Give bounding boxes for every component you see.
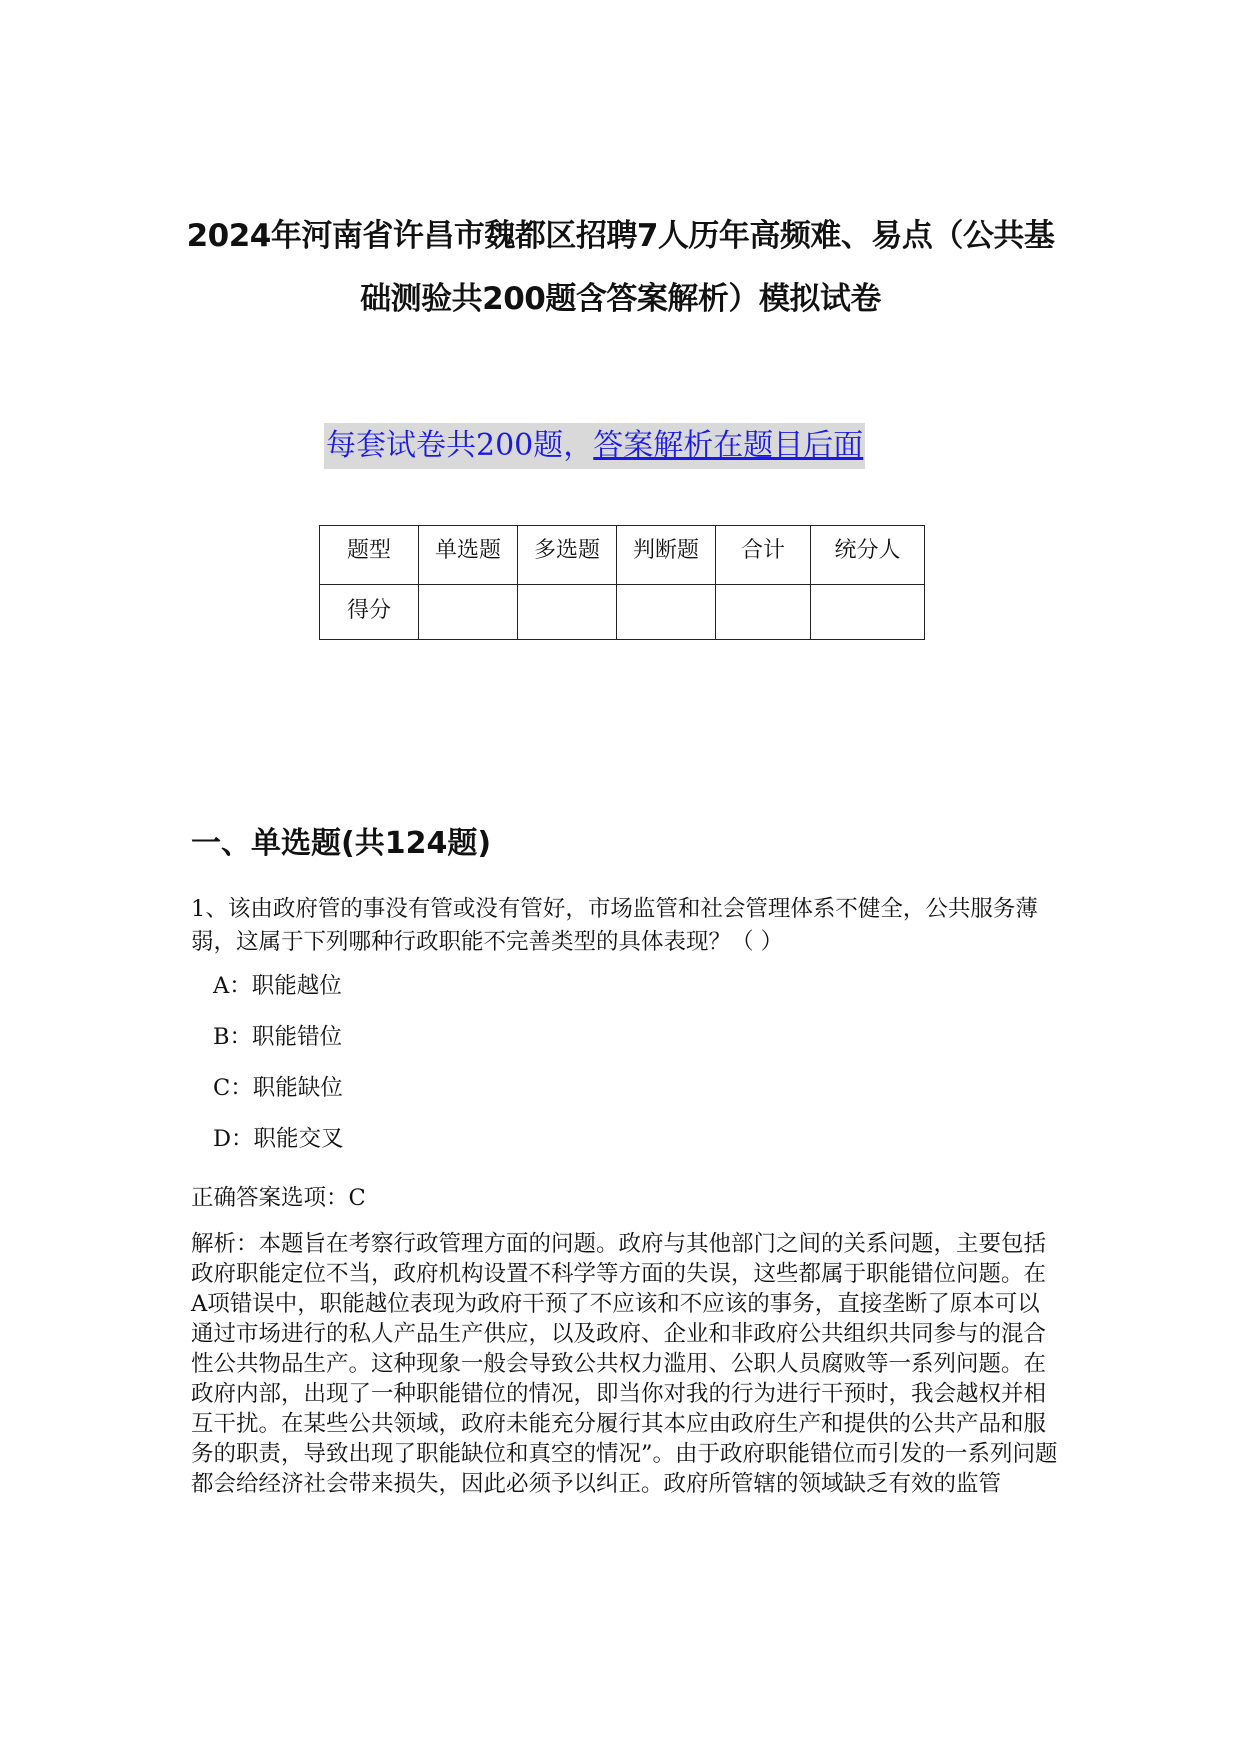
correct-answer: 正确答案选项：C: [191, 1185, 366, 1211]
document-title: 2024年河南省许昌市魏都区招聘7人历年高频难、易点（公共基础测验共200题含答案解析）模拟试卷: [186, 218, 1055, 317]
header-cell-single-choice: 单选题: [419, 526, 518, 585]
question-text: 1、该由政府管的事没有管或没有管好，市场监管和社会管理体系不健全，公共服务薄弱，这属于下列哪种行政职能不完善类型的具体表现？（ ）: [191, 896, 1038, 955]
score-table-score-row: [320, 585, 925, 640]
answer-analysis: 解析：本题旨在考察行政管理方面的问题。政府与其他部门之间的关系问题，主要包括政府职能定位不当，政府机构设置不科学等方面的失误，这些都属于职能错位问题。在A项错误中，职能越位表现为政府干预了不应该和不应该的事务，直接垄断了原本可以通过市场进行的私人产品生产供应，以及政府、企业和非政府公共组织共同参与的混合性公共物品生产。这种现象一般会导致公共权力滥用、公职人员腐败等一系列问题。在政府内部，出现了一种职能错位的情况，即当你对我的行为进行干预时，我会越权并相互干扰。在某些公共领域，政府未能充分履行其本应由政府生产和提供的公共产品和服务的职责，导致出现了职能缺位和真空的情况”。由于政府职能错位而引发的一系列问题都会给经济社会带来损失，因此必须予以纠正。政府所管辖的领域缺乏有效的监管: [191, 1231, 1058, 1497]
option-d: D：职能交叉: [213, 1126, 344, 1152]
score-cell-single-choice: [419, 585, 518, 640]
score-table: [319, 525, 925, 640]
header-cell-total: 合计: [716, 526, 811, 585]
header-cell-true-false: 判断题: [617, 526, 716, 585]
score-cell-multiple-choice: [518, 585, 617, 640]
option-b: B：职能错位: [213, 1024, 343, 1050]
notice-text: 每套试卷共200题，: [326, 428, 594, 463]
score-table-header-row: [320, 526, 925, 585]
option-c: C：职能缺位: [213, 1075, 343, 1101]
header-cell-type: 题型: [320, 526, 419, 585]
answer-location-link[interactable]: 答案解析在题目后面: [593, 428, 864, 463]
score-cell-scorer: [811, 585, 925, 640]
option-a: A：职能越位: [213, 973, 342, 999]
header-cell-multiple-choice: 多选题: [518, 526, 617, 585]
notice-banner: [324, 423, 865, 469]
section-title: 一、单选题(共124题): [191, 826, 492, 861]
score-row-label: 得分: [320, 585, 419, 640]
header-cell-scorer: 统分人: [811, 526, 925, 585]
score-cell-true-false: [617, 585, 716, 640]
score-cell-total: [716, 585, 811, 640]
